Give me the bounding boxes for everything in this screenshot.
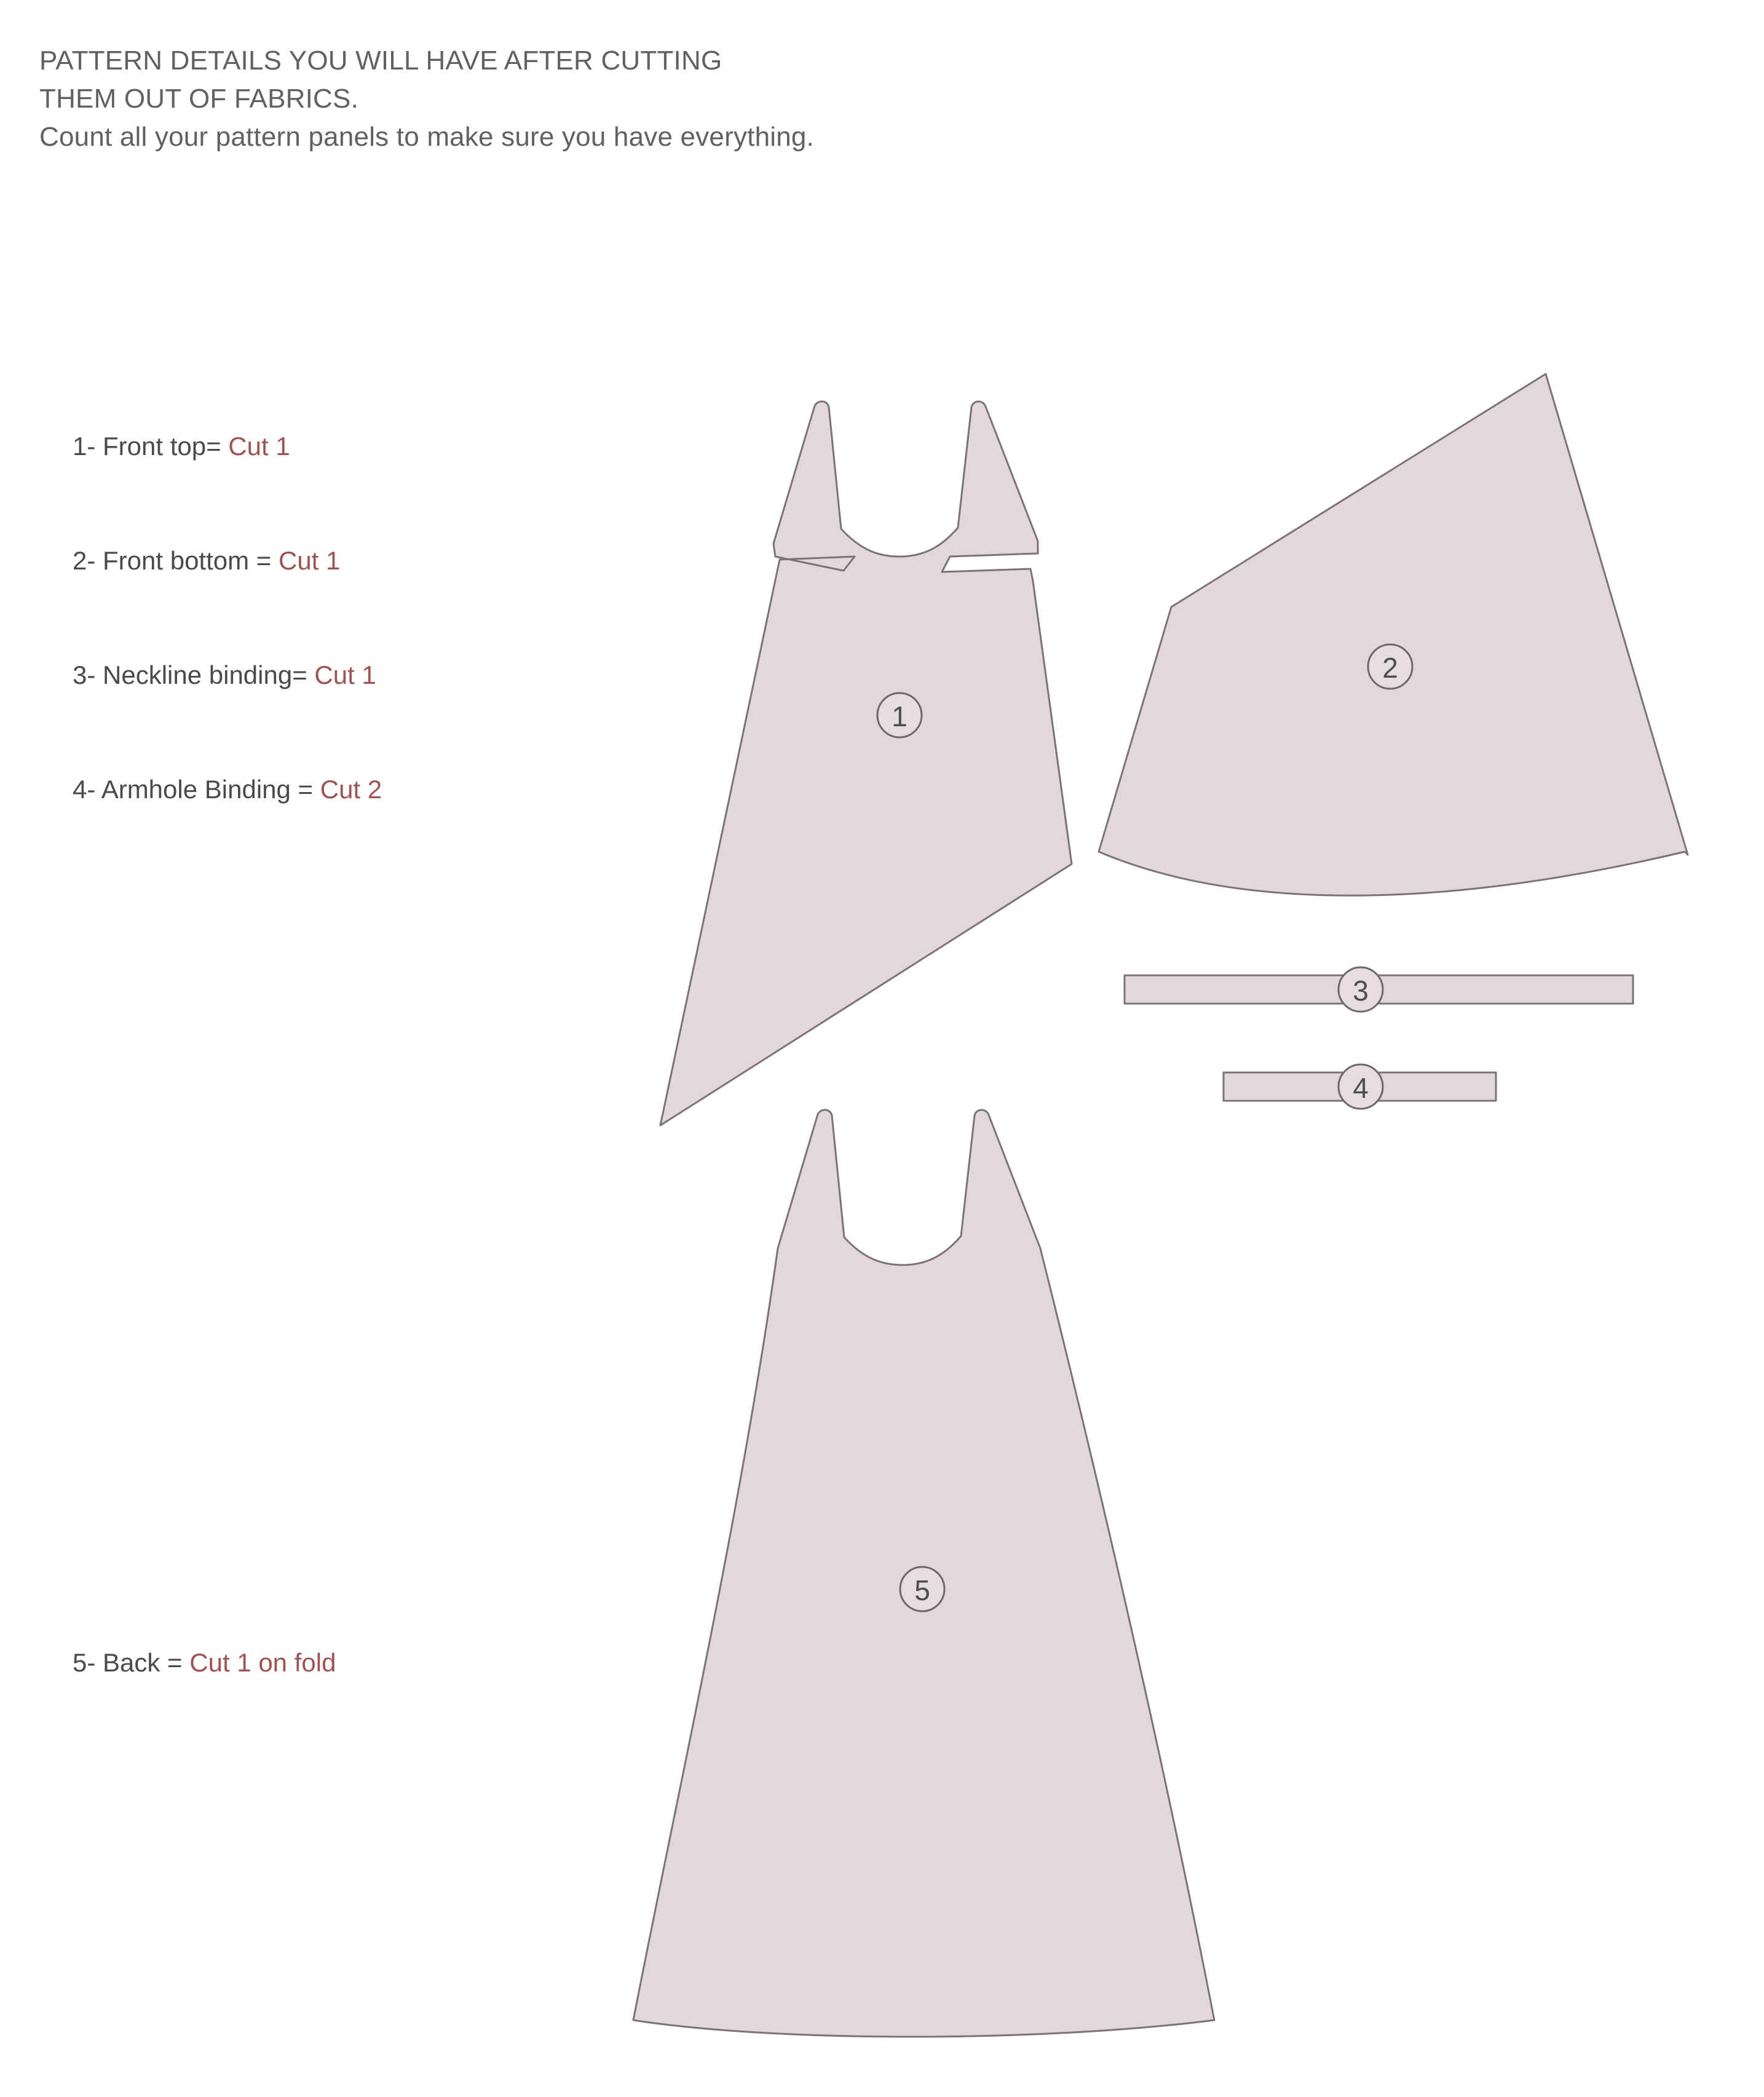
- back-panel: [633, 1110, 1214, 2037]
- legend-cut-3: Cut 1: [314, 660, 376, 689]
- legend-label-2: 2- Front bottom =: [73, 546, 279, 575]
- legend-cut-2: Cut 1: [278, 546, 341, 575]
- legend-cut-5: Cut 1 on fold: [189, 1648, 336, 1677]
- front-top-panel: [660, 402, 1072, 1125]
- piece-badge-label-5: 5: [914, 1574, 930, 1606]
- legend-label-1: 1- Front top=: [73, 432, 229, 461]
- piece-badge-label-2: 2: [1382, 652, 1398, 684]
- legend-label-4: 4- Armhole Binding =: [73, 775, 320, 804]
- legend-label-5: 5- Back =: [73, 1648, 190, 1677]
- piece-badge-label-3: 3: [1353, 975, 1369, 1007]
- legend-label-3: 3- Neckline binding=: [73, 660, 315, 689]
- title-line-2: THEM OUT OF FABRICS.: [39, 84, 359, 114]
- title-line-1: PATTERN DETAILS YOU WILL HAVE AFTER CUTTING: [39, 46, 722, 76]
- piece-badge-label-1: 1: [892, 700, 908, 732]
- piece-badge-label-4: 4: [1353, 1072, 1369, 1104]
- legend-cut-1: Cut 1: [228, 432, 290, 461]
- armhole-binding-strip: [1224, 1064, 1496, 1109]
- title-line-3: Count all your pattern panels to make sure you have everything.: [39, 122, 814, 152]
- front-bottom-panel: [1099, 374, 1688, 895]
- front-bottom-shape: [1099, 374, 1688, 895]
- legend-cut-4: Cut 2: [320, 775, 382, 804]
- neckline-binding-strip: [1125, 967, 1633, 1012]
- front-top-shape: [660, 402, 1072, 1125]
